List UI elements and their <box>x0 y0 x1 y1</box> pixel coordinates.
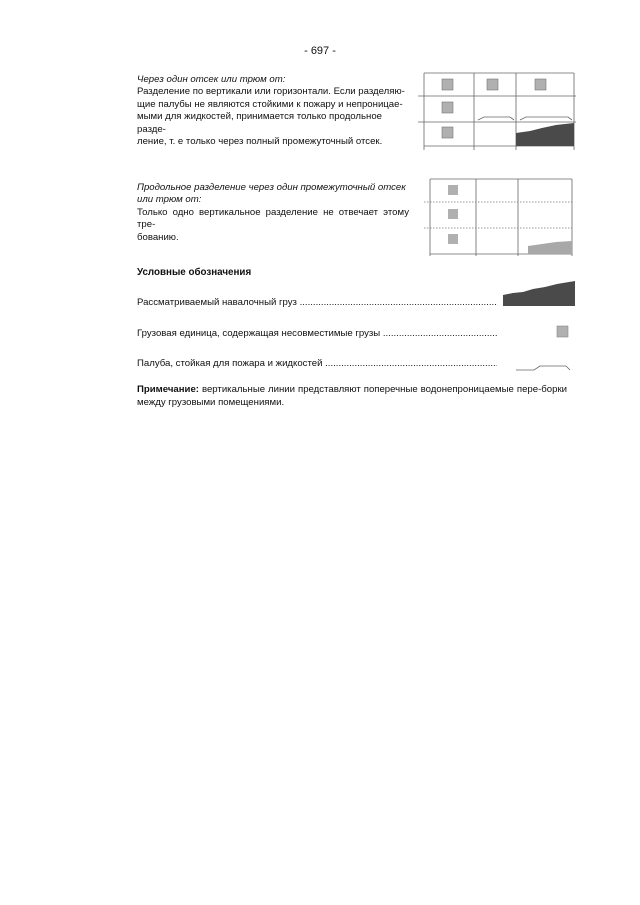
legend-item-cargo-unit <box>137 328 497 339</box>
cargo-unit-swatch <box>557 326 568 337</box>
page-number: - 697 - <box>304 45 336 57</box>
note-label: Примечание: <box>137 384 199 395</box>
section1-line: щие палубы не являются стойкими к пожару и непроницае- <box>137 98 403 110</box>
legend-label: Палуба, стойкая для пожара и жидкостей <box>137 358 323 369</box>
cargo-unit <box>442 102 453 113</box>
legend-item-bulk-cargo <box>137 297 497 308</box>
note <box>137 384 567 409</box>
section2-line: Только одно вертикальное разделение не отвечает этому тре- <box>137 206 409 231</box>
section1-line: Разделение по вертикали или горизонтали. Если разделяю- <box>137 86 405 98</box>
bulk-cargo-symbol <box>503 281 575 307</box>
bulk-cargo-swatch <box>503 281 575 306</box>
cargo-unit <box>448 185 458 195</box>
legend-label: Рассматриваемый навалочный груз <box>137 297 297 308</box>
legend-item-fire-deck <box>137 358 497 369</box>
segregation-diagram-2 <box>424 176 574 258</box>
section1-line: ление, т. е только через полный промежуточный отсек. <box>137 136 383 148</box>
legend-heading: Условные обозначения <box>137 267 252 278</box>
section2-line: бованию. <box>137 231 179 243</box>
section1-text <box>137 74 409 148</box>
segregation-diagram-1 <box>418 70 578 152</box>
section1-title: Через один отсек или трюм от: <box>137 74 286 85</box>
cargo-unit <box>442 79 453 90</box>
fire-resistant-deck-mark <box>520 117 572 120</box>
cargo-unit <box>448 234 458 244</box>
cargo-unit <box>448 209 458 219</box>
bulk-cargo-dark <box>516 123 574 146</box>
cargo-unit <box>487 79 498 90</box>
fire-resistant-deck-mark <box>478 117 514 120</box>
legend-label: Грузовая единица, содержащая несовместимые грузы <box>137 328 381 339</box>
section2-title-line: Продольное разделение через один промежуточный отсек <box>137 182 406 193</box>
bulk-cargo-light <box>528 241 572 254</box>
cargo-unit <box>442 127 453 138</box>
section2-text <box>137 182 409 244</box>
cargo-unit-symbol <box>556 325 570 339</box>
section2-title-line: или трюм от: <box>137 194 202 206</box>
note-text: вертикальные линии представляют поперечные водонепроницаемые пере-борки между грузовыми помещениями. <box>137 384 567 408</box>
fire-deck-swatch <box>516 366 570 370</box>
fire-deck-symbol <box>516 360 572 372</box>
cargo-unit <box>535 79 546 90</box>
section1-line: мыми для жидкостей, принимается только продольное разде- <box>137 111 382 135</box>
